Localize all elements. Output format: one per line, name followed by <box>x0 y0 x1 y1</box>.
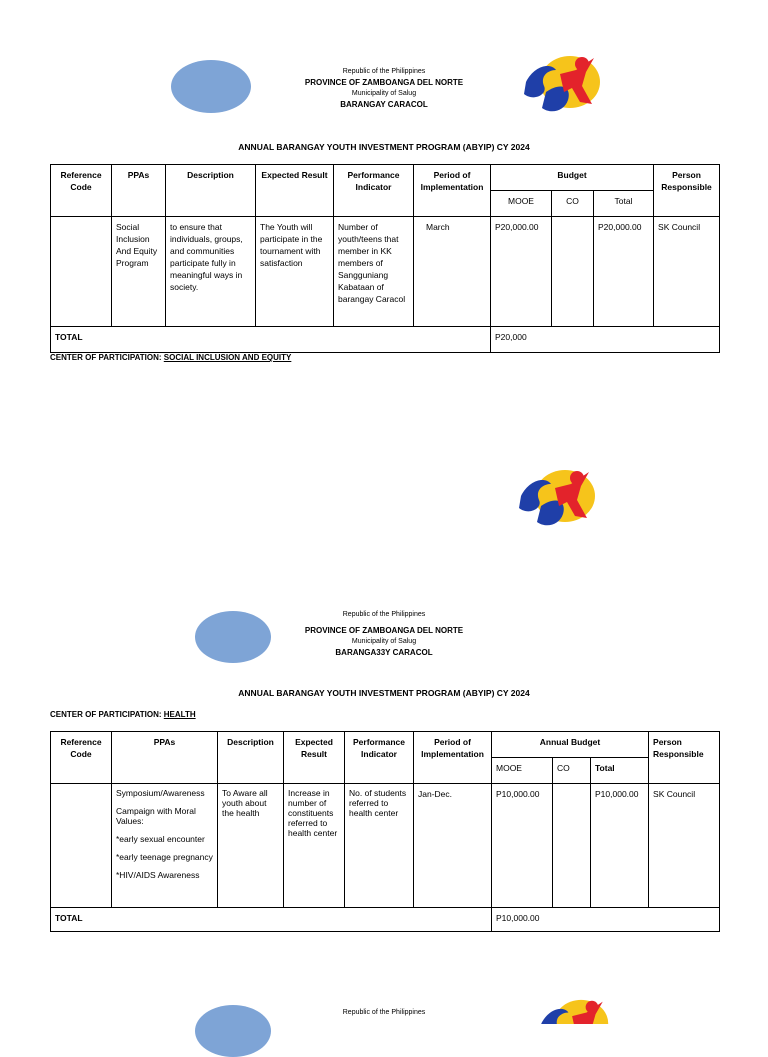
cell-ref <box>51 217 112 327</box>
col-person-responsible: Person Responsible <box>654 165 720 217</box>
cell-total: P20,000.00 <box>594 217 654 327</box>
total-label: TOTAL <box>51 327 491 353</box>
section2-title: ANNUAL BARANGAY YOUTH INVESTMENT PROGRAM (ABYIP) CY 2024 <box>238 688 530 698</box>
col-person-responsible: Person Responsible <box>649 732 720 784</box>
col-expected-result: Expected Result <box>284 732 345 784</box>
col-budget: Budget <box>491 165 654 191</box>
cell-description: To Aware all youth about the health <box>218 784 284 908</box>
col-reference-code: Reference Code <box>51 732 112 784</box>
cell-total: P10,000.00 <box>591 784 649 908</box>
section1-title: ANNUAL BARANGAY YOUTH INVESTMENT PROGRAM (ABYIP) CY 2024 <box>238 142 530 152</box>
municipality-line: Municipality of Salug <box>351 90 417 97</box>
cell-ppas <box>112 784 218 908</box>
col-co: CO <box>552 191 594 217</box>
col-period: Period of Implementation <box>414 165 491 217</box>
cop-value: HEALTH <box>163 710 196 719</box>
cell-ref <box>51 784 112 908</box>
col-reference-code: Reference Code <box>51 165 112 217</box>
republic-line: Republic of the Philippines <box>342 1009 426 1016</box>
col-performance-indicator: Performance Indicator <box>334 165 414 217</box>
col-co: CO <box>553 758 591 784</box>
cell-indicator: Number of youth/teens that member in KK members of Sangguniang Kabataan of barangay Caracol <box>334 217 414 327</box>
cell-period: Jan-Dec. <box>414 784 492 908</box>
ppas-item: *HIV/AIDS Awareness <box>116 870 200 880</box>
col-mooe: MOOE <box>491 191 552 217</box>
municipality-line: Municipality of Salug <box>351 638 417 645</box>
sk-logo-icon <box>520 52 602 118</box>
ppas-item: *early teenage pregnancy <box>116 852 213 862</box>
cell-indicator: No. of students referred to health center <box>345 784 414 908</box>
section2-table <box>50 731 720 932</box>
cop-value: SOCIAL INCLUSION AND EQUITY <box>163 353 292 362</box>
seal-placeholder <box>171 60 251 113</box>
letterhead <box>284 1007 484 1018</box>
cell-mooe: P20,000.00 <box>491 217 552 327</box>
col-ppas: PPAs <box>112 165 166 217</box>
letterhead <box>284 609 484 658</box>
seal-placeholder <box>195 1005 271 1057</box>
ppas-item: Symposium/Awareness <box>116 788 205 798</box>
cop-label: CENTER OF PARTICIPATION: <box>50 353 164 362</box>
col-annual-budget: Annual Budget <box>492 732 649 758</box>
cell-co <box>553 784 591 908</box>
col-total: Total <box>594 191 654 217</box>
republic-line: Republic of the Philippines <box>342 611 426 618</box>
col-mooe: MOOE <box>492 758 553 784</box>
cell-person: SK Council <box>654 217 720 327</box>
cell-ppas: Social Inclusion And Equity Program <box>112 217 166 327</box>
section1-table <box>50 164 720 353</box>
cell-person: SK Council <box>649 784 720 908</box>
total-label: TOTAL <box>51 908 492 932</box>
col-description: Description <box>218 732 284 784</box>
cell-period: March <box>414 217 491 327</box>
col-total: Total <box>591 758 649 784</box>
ppas-item: *early sexual encounter <box>116 834 205 844</box>
col-period: Period of Implementation <box>414 732 492 784</box>
cell-description: to ensure that individuals, groups, and communities participate fully in meaningful ways in society. <box>166 217 256 327</box>
cell-co <box>552 217 594 327</box>
table-row <box>51 784 720 908</box>
col-expected-result: Expected Result <box>256 165 334 217</box>
province-line: PROVINCE OF ZAMBOANGA DEL NORTE <box>304 626 464 635</box>
cell-mooe: P10,000.00 <box>492 784 553 908</box>
sk-logo-icon <box>514 466 598 532</box>
col-performance-indicator: Performance Indicator <box>345 732 414 784</box>
letterhead <box>284 66 484 110</box>
cell-result: The Youth will participate in the tournament with satisfaction <box>256 217 334 327</box>
center-of-participation-2 <box>50 710 196 719</box>
ppas-item: Campaign with Moral Values: <box>116 806 196 826</box>
col-description: Description <box>166 165 256 217</box>
total-value: P10,000.00 <box>492 908 720 932</box>
center-of-participation-1 <box>50 353 291 362</box>
republic-line: Republic of the Philippines <box>342 68 426 75</box>
col-ppas: PPAs <box>112 732 218 784</box>
barangay-line: BARANGAY CARACOL <box>340 100 428 109</box>
table-row <box>51 217 720 327</box>
sk-logo-icon <box>536 996 610 1024</box>
total-value: P20,000 <box>491 327 720 353</box>
cop-label: CENTER OF PARTICIPATION: <box>50 710 164 719</box>
province-line: PROVINCE OF ZAMBOANGA DEL NORTE <box>304 78 464 87</box>
cell-result: Increase in number of constituents referred to health center <box>284 784 345 908</box>
seal-placeholder <box>195 611 271 663</box>
barangay-line: BARANGA33Y CARACOL <box>335 648 433 657</box>
